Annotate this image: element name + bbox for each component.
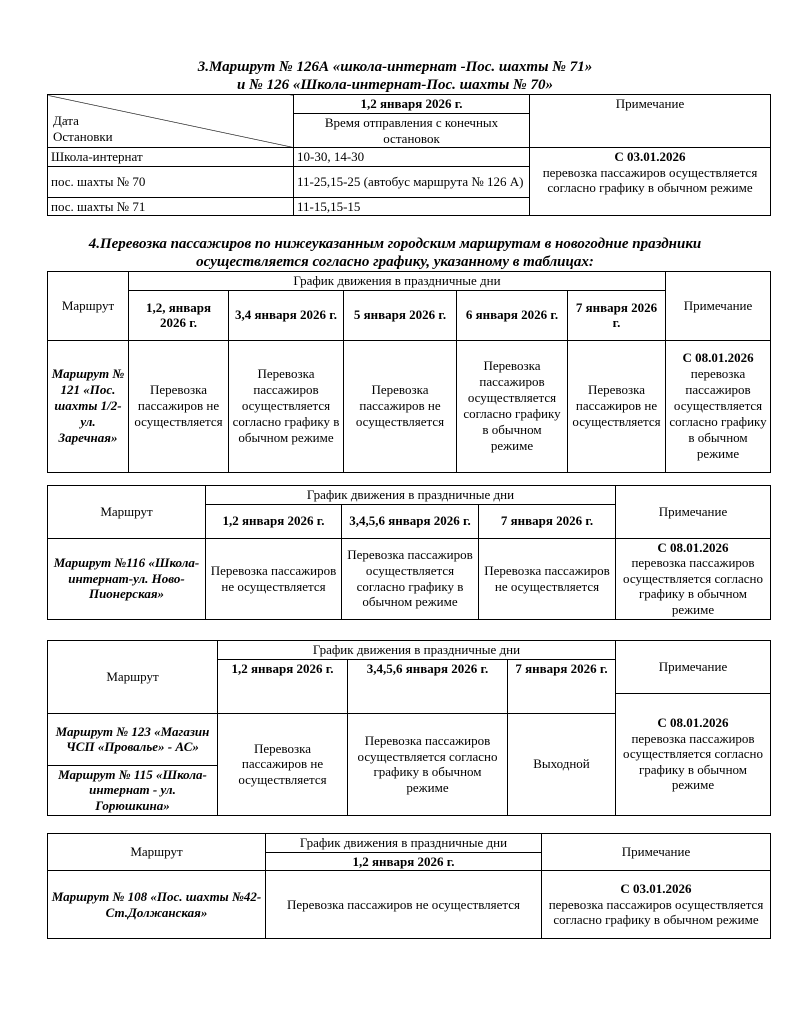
- date-header: 5 января 2026 г.: [344, 290, 457, 340]
- date-header: 7 января 2026 г.: [508, 659, 616, 713]
- date-header: 1,2 января 2026 г.: [294, 95, 530, 114]
- note-header: Примечание: [530, 95, 771, 148]
- date-label: Дата: [53, 113, 79, 128]
- section3-title-line1: 3.Маршрут № 126А «школа-интернат -Пос. шахты № 71»: [197, 59, 593, 75]
- note-header: Примечание: [542, 834, 771, 871]
- route-header: Маршрут: [48, 486, 206, 539]
- schedule-cell: Выходной: [508, 713, 616, 815]
- schedule-cell: Перевозка пассажиров не осуществляется: [479, 538, 616, 619]
- route-name-cell: Маршрут №116 «Школа-интернат-ул. Ново-Пионерская»: [48, 538, 206, 619]
- date-header: 6 января 2026 г.: [457, 290, 568, 340]
- note-text: перевозка пассажиров осуществляется согласно графику в обычном режиме: [542, 164, 758, 196]
- date-header: 3,4,5,6 января 2026 г.: [342, 504, 479, 538]
- note-date: С 08.01.2026: [657, 715, 729, 731]
- route-header: Маршрут: [48, 641, 218, 714]
- route-header: Маршрут: [48, 272, 129, 341]
- route-name-cell: Маршрут № 123 «Магазин ЧСП «Провалье» - АС»: [48, 713, 218, 765]
- note-text: перевозка пассажиров осуществляется согласно графику в обычном режиме: [548, 896, 764, 928]
- schedule-cell: Перевозка пассажиров осуществляется согласно графику в обычном режиме: [348, 713, 508, 815]
- note-cell: [530, 148, 771, 216]
- date-header: 1,2 января 2026 г.: [266, 852, 542, 871]
- route-123-115-table: [47, 640, 771, 816]
- stop-cell: пос. шахты № 70: [48, 166, 294, 197]
- note-cell: [616, 693, 771, 815]
- time-cell: 10-30, 14-30: [294, 148, 530, 167]
- date-header: 3,4 января 2026 г.: [229, 290, 344, 340]
- section3-title-line2: и № 126 «Школа-интернат-Пос. шахты № 70»: [237, 77, 553, 93]
- route-116-table: [47, 485, 771, 620]
- note-cell: [666, 340, 771, 472]
- note-header: Примечание: [616, 486, 771, 539]
- date-header: 7 января 2026 г.: [568, 290, 666, 340]
- schedule-cell: Перевозка пассажиров не осуществляется: [129, 340, 229, 472]
- note-date: С 03.01.2026: [620, 881, 692, 897]
- note-cell: [542, 871, 771, 939]
- route-108-table: [47, 833, 771, 939]
- date-header: 7 января 2026 г.: [479, 504, 616, 538]
- departure-time-header: Время отправления с конечных остановок: [294, 114, 530, 148]
- schedule-cell: Перевозка пассажиров не осуществляется: [206, 538, 342, 619]
- schedule-header: График движения в праздничные дни: [266, 834, 542, 853]
- note-text: перевозка пассажиров осуществляется согласно графику в обычном режиме: [623, 555, 763, 617]
- route-name-cell: Маршрут № 121 «Пос. шахты 1/2-ул. Заречная»: [48, 340, 129, 472]
- route-name-cell: Маршрут № 108 «Пос. шахты №42-Ст.Должанская»: [48, 871, 266, 939]
- route-126-table: [47, 94, 771, 216]
- section4-title-line2: осуществляется согласно графику, указанному в таблицах:: [196, 254, 594, 270]
- schedule-header: График движения в праздничные дни: [129, 272, 666, 291]
- note-header: Примечание: [666, 272, 771, 341]
- route-header: Маршрут: [48, 834, 266, 871]
- time-cell: 11-15,15-15: [294, 197, 530, 216]
- date-header: 1,2 января 2026 г.: [206, 504, 342, 538]
- note-date: С 08.01.2026: [657, 539, 729, 555]
- schedule-header: График движения в праздничные дни: [218, 641, 616, 660]
- route-121-table: [47, 271, 771, 473]
- note-header: Примечание: [616, 641, 771, 694]
- schedule-header: График движения в праздничные дни: [206, 486, 616, 505]
- schedule-cell: Перевозка пассажиров осуществляется согласно графику в обычном режиме: [229, 340, 344, 472]
- note-cell: [616, 538, 771, 619]
- date-header: 3,4,5,6 января 2026 г.: [348, 659, 508, 713]
- schedule-cell: Перевозка пассажиров осуществляется согласно графику в обычном режиме: [342, 538, 479, 619]
- note-text: перевозка пассажиров осуществляется согласно графику в обычном режиме: [623, 730, 763, 793]
- stop-cell: Школа-интернат: [48, 148, 294, 167]
- date-header: 1,2 января 2026 г.: [218, 659, 348, 713]
- note-text: перевозка пассажиров осуществляется согласно графику в обычном режиме: [669, 366, 767, 462]
- diagonal-header-cell: [48, 95, 294, 148]
- schedule-cell: Перевозка пассажиров осуществляется согласно графику в обычном режиме: [457, 340, 568, 472]
- schedule-cell: Перевозка пассажиров не осуществляется: [344, 340, 457, 472]
- schedule-cell: Перевозка пассажиров не осуществляется: [218, 713, 348, 815]
- schedule-cell: Перевозка пассажиров не осуществляется: [568, 340, 666, 472]
- note-date: С 03.01.2026: [614, 149, 686, 165]
- stop-cell: пос. шахты № 71: [48, 197, 294, 216]
- time-cell: 11-25,15-25 (автобус маршрута № 126 А): [294, 166, 530, 197]
- stops-label: Остановки: [53, 129, 113, 144]
- section4-title-line1: 4.Перевозка пассажиров по нижеуказанным городским маршрутам в новогодние праздники: [88, 236, 702, 252]
- schedule-cell: Перевозка пассажиров не осуществляется: [266, 871, 542, 939]
- date-header: 1,2, января 2026 г.: [129, 290, 229, 340]
- note-date: С 08.01.2026: [682, 350, 754, 366]
- route-name-cell: Маршрут № 115 «Школа-интернат - ул. Горюшкина»: [48, 765, 218, 815]
